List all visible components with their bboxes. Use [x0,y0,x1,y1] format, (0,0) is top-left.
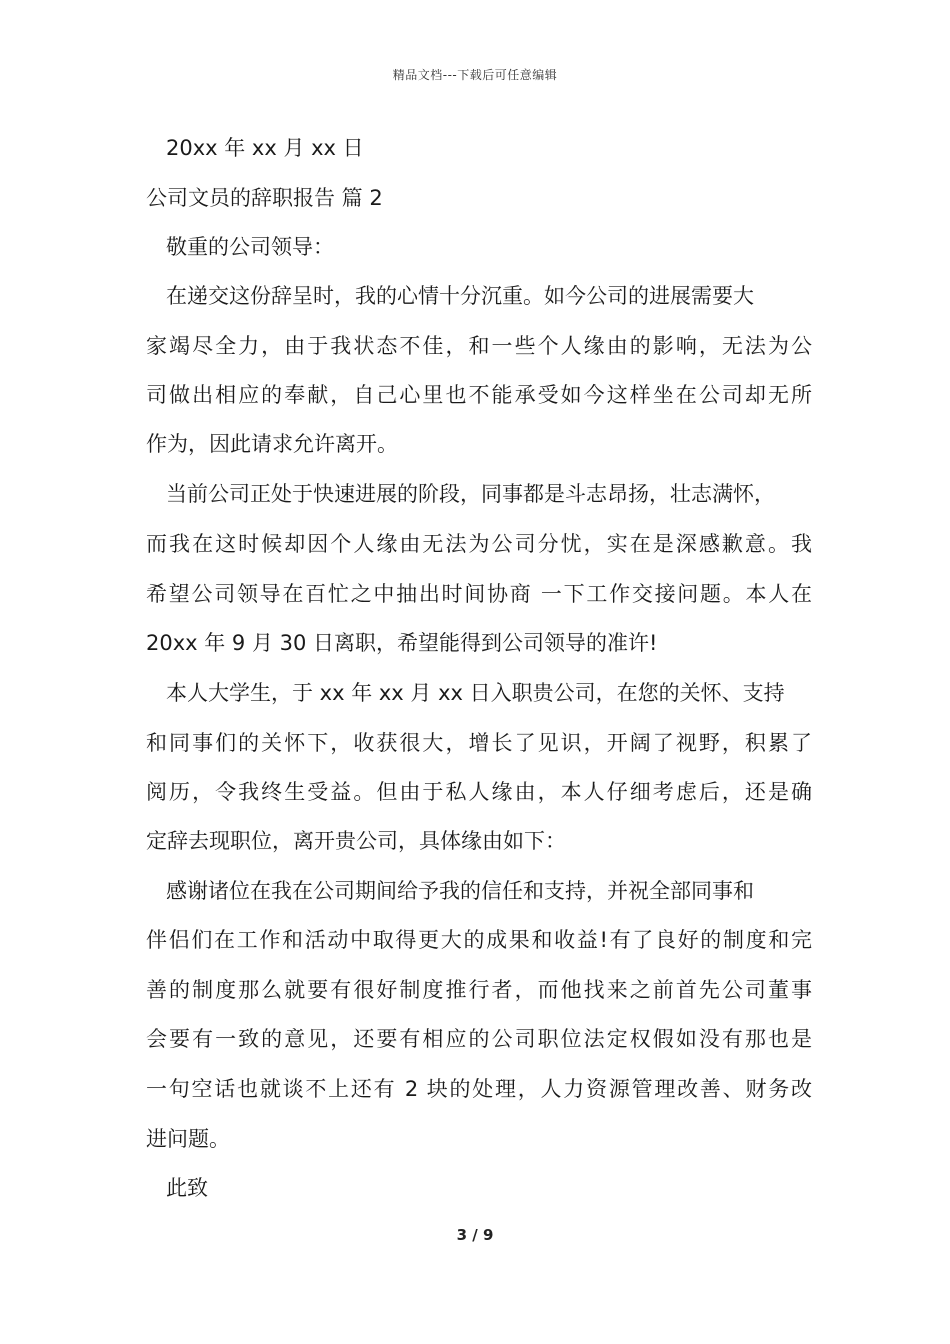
paragraph-line: 司做出相应的奉献，自己心里也不能承受如今这样坐在公司却无所 [146,383,812,407]
document-title: 公司文员的辞职报告 篇 2 [146,186,383,210]
date-line: 20xx 年 xx 月 xx 日 [166,136,364,160]
paragraph-line: 希望公司领导在百忙之中抽出时间协商 一下工作交接问题。本人在 [146,582,812,606]
paragraph-line: 作为，因此请求允许离开。 [146,432,398,456]
paragraph-line: 本人大学生，于 xx 年 xx 月 xx 日入职贵公司，在您的关怀、支持 [166,681,785,705]
paragraph-line: 定辞去现职位，离开贵公司，具体缘由如下： [146,829,566,853]
paragraph-line: 阅历，令我终生受益。但由于私人缘由，本人仔细考虑后，还是确 [146,780,812,804]
paragraph-line: 伴侣们在工作和活动中取得更大的成果和收益!有了良好的制度和完 [146,928,812,952]
paragraph-line: 在递交这份辞呈时，我的心情十分沉重。如今公司的进展需要大 [166,284,754,308]
paragraph-line: 家竭尽全力，由于我状态不佳，和一些个人缘由的影响，无法为公 [146,334,812,358]
paragraph-line: 进问题。 [146,1127,230,1151]
paragraph-line: 当前公司正处于快速进展的阶段，同事都是斗志昂扬，壮志满怀， [166,482,775,506]
paragraph-line: 而我在这时候却因个人缘由无法为公司分忧，实在是深感歉意。我 [146,532,812,556]
closing: 此致 [166,1176,208,1200]
paragraph-line: 善的制度那么就要有很好制度推行者，而他找来之前首先公司董事 [146,978,812,1002]
page-header: 精品文档---下载后可任意编辑 [392,68,558,82]
paragraph-line: 20xx 年 9 月 30 日离职，希望能得到公司领导的准许! [146,631,658,655]
salutation: 敬重的公司领导： [166,235,334,259]
paragraph-line: 会要有一致的意见，还要有相应的公司职位法定权假如没有那也是 [146,1027,812,1051]
paragraph-line: 感谢诸位在我在公司期间给予我的信任和支持，并祝全部同事和 [166,879,754,903]
paragraph-line: 一句空话也就谈不上还有 2 块的处理，人力资源管理改善、财务改 [146,1077,812,1101]
paragraph-line: 和同事们的关怀下，收获很大，增长了见识，开阔了视野，积累了 [146,731,812,755]
page-number: 3 / 9 [456,1226,494,1244]
